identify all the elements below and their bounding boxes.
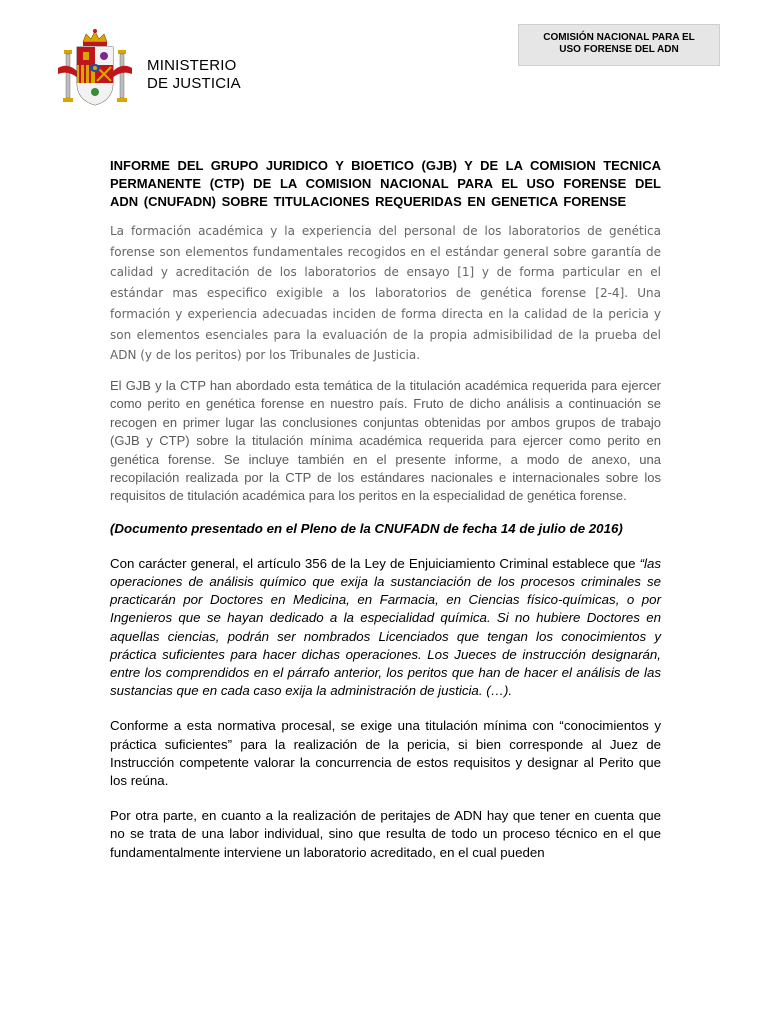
article-356-quote: “las operaciones de análisis químico que exija la sustanciación de los procesos criminales se practicarán por Doctores en Medicina, en Farmacia, en Ciencias físico-químicas, o por Ingenieros que se hayan dedicado a la especialidad química. Si no hubiere Doctores en aquellas ciencias, podrán ser nombrados Licenciados que tengan los conocimientos y práctica suficientes para hacer dichas operaciones. Los Jueces de instrucción designarán, entre los comprendidos en el párrafo anterior, los peritos que han de hacer el análisis de las sustancias que en cada caso exija la administración de justicia. (…).	[110, 555, 661, 699]
commission-line-2: USO FORENSE DEL ADN	[559, 44, 679, 55]
commission-header-box	[518, 24, 720, 66]
article-356-intro: Con carácter general, el artículo 356 de la Ley de Enjuiciamiento Criminal establece que	[110, 555, 640, 571]
paragraph-procedural-norm: Conforme a esta normativa procesal, se exige una titulación mínima con “conocimientos y práctica suficientes” para la realización de la pericia, si bien corresponde al Juez de Instrucción competente valorar la concurrencia de estos requisitos y designar al Perito que los reúna.	[110, 718, 661, 788]
report-title: INFORME DEL GRUPO JURIDICO Y BIOETICO (GJB) Y DE LA COMISION TECNICA PERMANENTE (CTP) DE LA COMISION NACIONAL PARA EL USO FORENSE DEL ADN (CNUFADN) SOBRE TITULACIONES REQUERIDAS EN GENETICA FORENSE	[110, 158, 661, 209]
commission-line-1: COMISIÓN NACIONAL PARA EL	[543, 32, 695, 43]
ministry-line-2: DE JUSTICIA	[147, 75, 241, 92]
paragraph-article-356	[110, 555, 661, 701]
document-body	[110, 157, 661, 879]
coat-of-arms-of-spain-logo	[50, 28, 140, 110]
presentation-note: (Documento presentado en el Pleno de la CNUFADN de fecha 14 de julio de 2016)	[110, 520, 623, 536]
ministry-line-1: MINISTERIO	[147, 57, 237, 74]
paragraph-training-experience: La formación académica y la experiencia del personal de los laboratorios de genética forense son elementos fundamentales recogidos en el estándar general sobre garantía de calidad y acreditación de los laboratorios de ensayo [1] y de forma particular en el estándar mas especifico exigible a los laboratorios de genética forense [2-4]. Una formación y experiencia adecuadas inciden de forma directa en la calidad de la pericia y son elementos esenciales para la evaluación de la propia admisibilidad de la prueba del ADN (y de los peritos) por los Tribunales de Justicia.	[110, 224, 661, 363]
paragraph-dna-expertise: Por otra parte, en cuanto a la realización de peritajes de ADN hay que tener en cuenta que no se trata de una labor individual, sino que resulta de todo un proceso técnico en el que fundamentalmente interviene un laboratorio acreditado, en el cual pueden	[110, 808, 661, 860]
ministry-name	[147, 57, 241, 93]
paragraph-gjb-ctp: El GJB y la CTP han abordado esta temática de la titulación académica requerida para ejercer como perito en genética forense en nuestro país. Fruto de dicho análisis a continuación se recogen en primer lugar las conclusiones conjuntas obtenidas por ambos grupos de trabajo (GJB y CTP) sobre la titulación mínima académica requerida para ejercer como perito en genética forense. Se incluye también en el presente informe, a modo de anexo, una recopilación realizada por la CTP de los estándares nacionales e internacionales sobre los requisitos de titulación académica para los peritos en la especialidad de genética forense.	[110, 377, 661, 504]
